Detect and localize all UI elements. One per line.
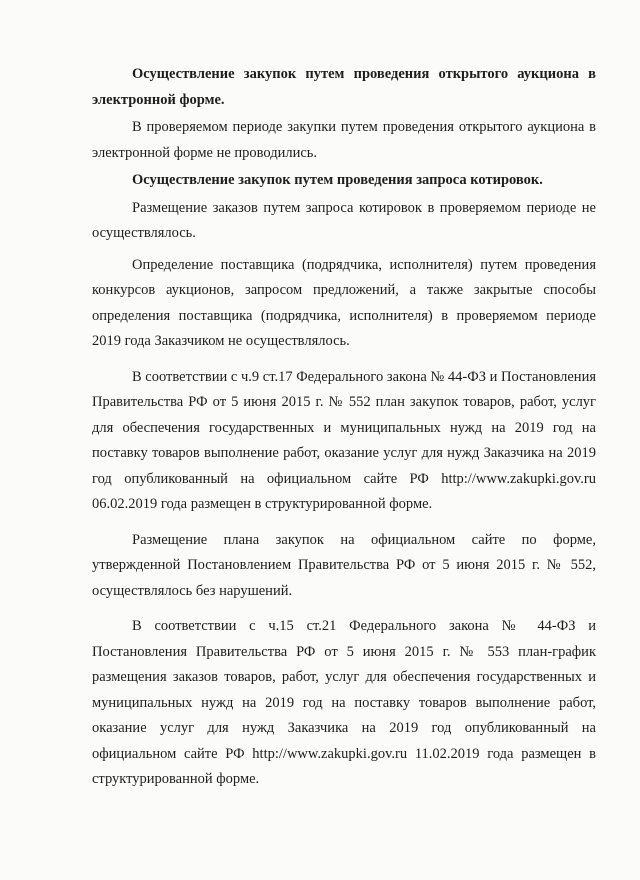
paragraph-auction-result: В проверяемом периоде закупки путем проведения открытого аукциона в электронной форме не проводились. (92, 119, 596, 161)
paragraph-schedule-plan: В соответствии с ч.15 ст.21 Федерального закона № 44-ФЗ и Постановления Правительства РФ от 5 июня 2015 г. № 553 план-график размещения заказов товаров, работ, услуг для обеспечения государственных и муниципальных нужд на 2019 год на поставку товаров выполнение работ, оказание услуг для нужд Заказчика на 2019 год опубликованный на официальном сайте РФ http://www.zakupki.gov.ru 11.02.2019 года размещен в структурированной форме. (92, 618, 596, 787)
section-heading-quotations: Осуществление закупок путем проведения запроса котировок. (132, 172, 543, 188)
paragraph-plan-compliance: Размещение плана закупок на официальном сайте по форме, утвержденной Постановлением Правительства РФ от 5 июня 2015 г. № 552, осуществлялось без нарушений. (92, 531, 596, 599)
paragraph-other-methods: Определение поставщика (подрядчика, исполнителя) путем проведения конкурсов аукционов, запросом предложений, а также закрытые способы определения поставщика (подрядчика, исполнителя) в проверяемом периоде 2019 года Заказчиком не осуществлялось. (92, 256, 596, 349)
paragraph-purchase-plan: В соответствии с ч.9 ст.17 Федерального закона № 44-ФЗ и Постановления Правительства РФ от 5 июня 2015 г. № 552 план закупок товаров, работ, услуг для обеспечения государственных и муниципальных нужд на 2019 год на поставку товаров выполнение работ, оказание услуг для нужд Заказчика на 2019 год опубликованный на официальном сайте РФ http://www.zakupki.gov.ru 06.02.2019 года размещен в структурированной форме. (92, 368, 596, 512)
section-heading-auction: Осуществление закупок путем проведения открытого аукциона в электронной форме. (92, 66, 596, 108)
paragraph-quotations-result: Размещение заказов путем запроса котировок в проверяемом периоде не осуществлялось. (92, 199, 596, 241)
